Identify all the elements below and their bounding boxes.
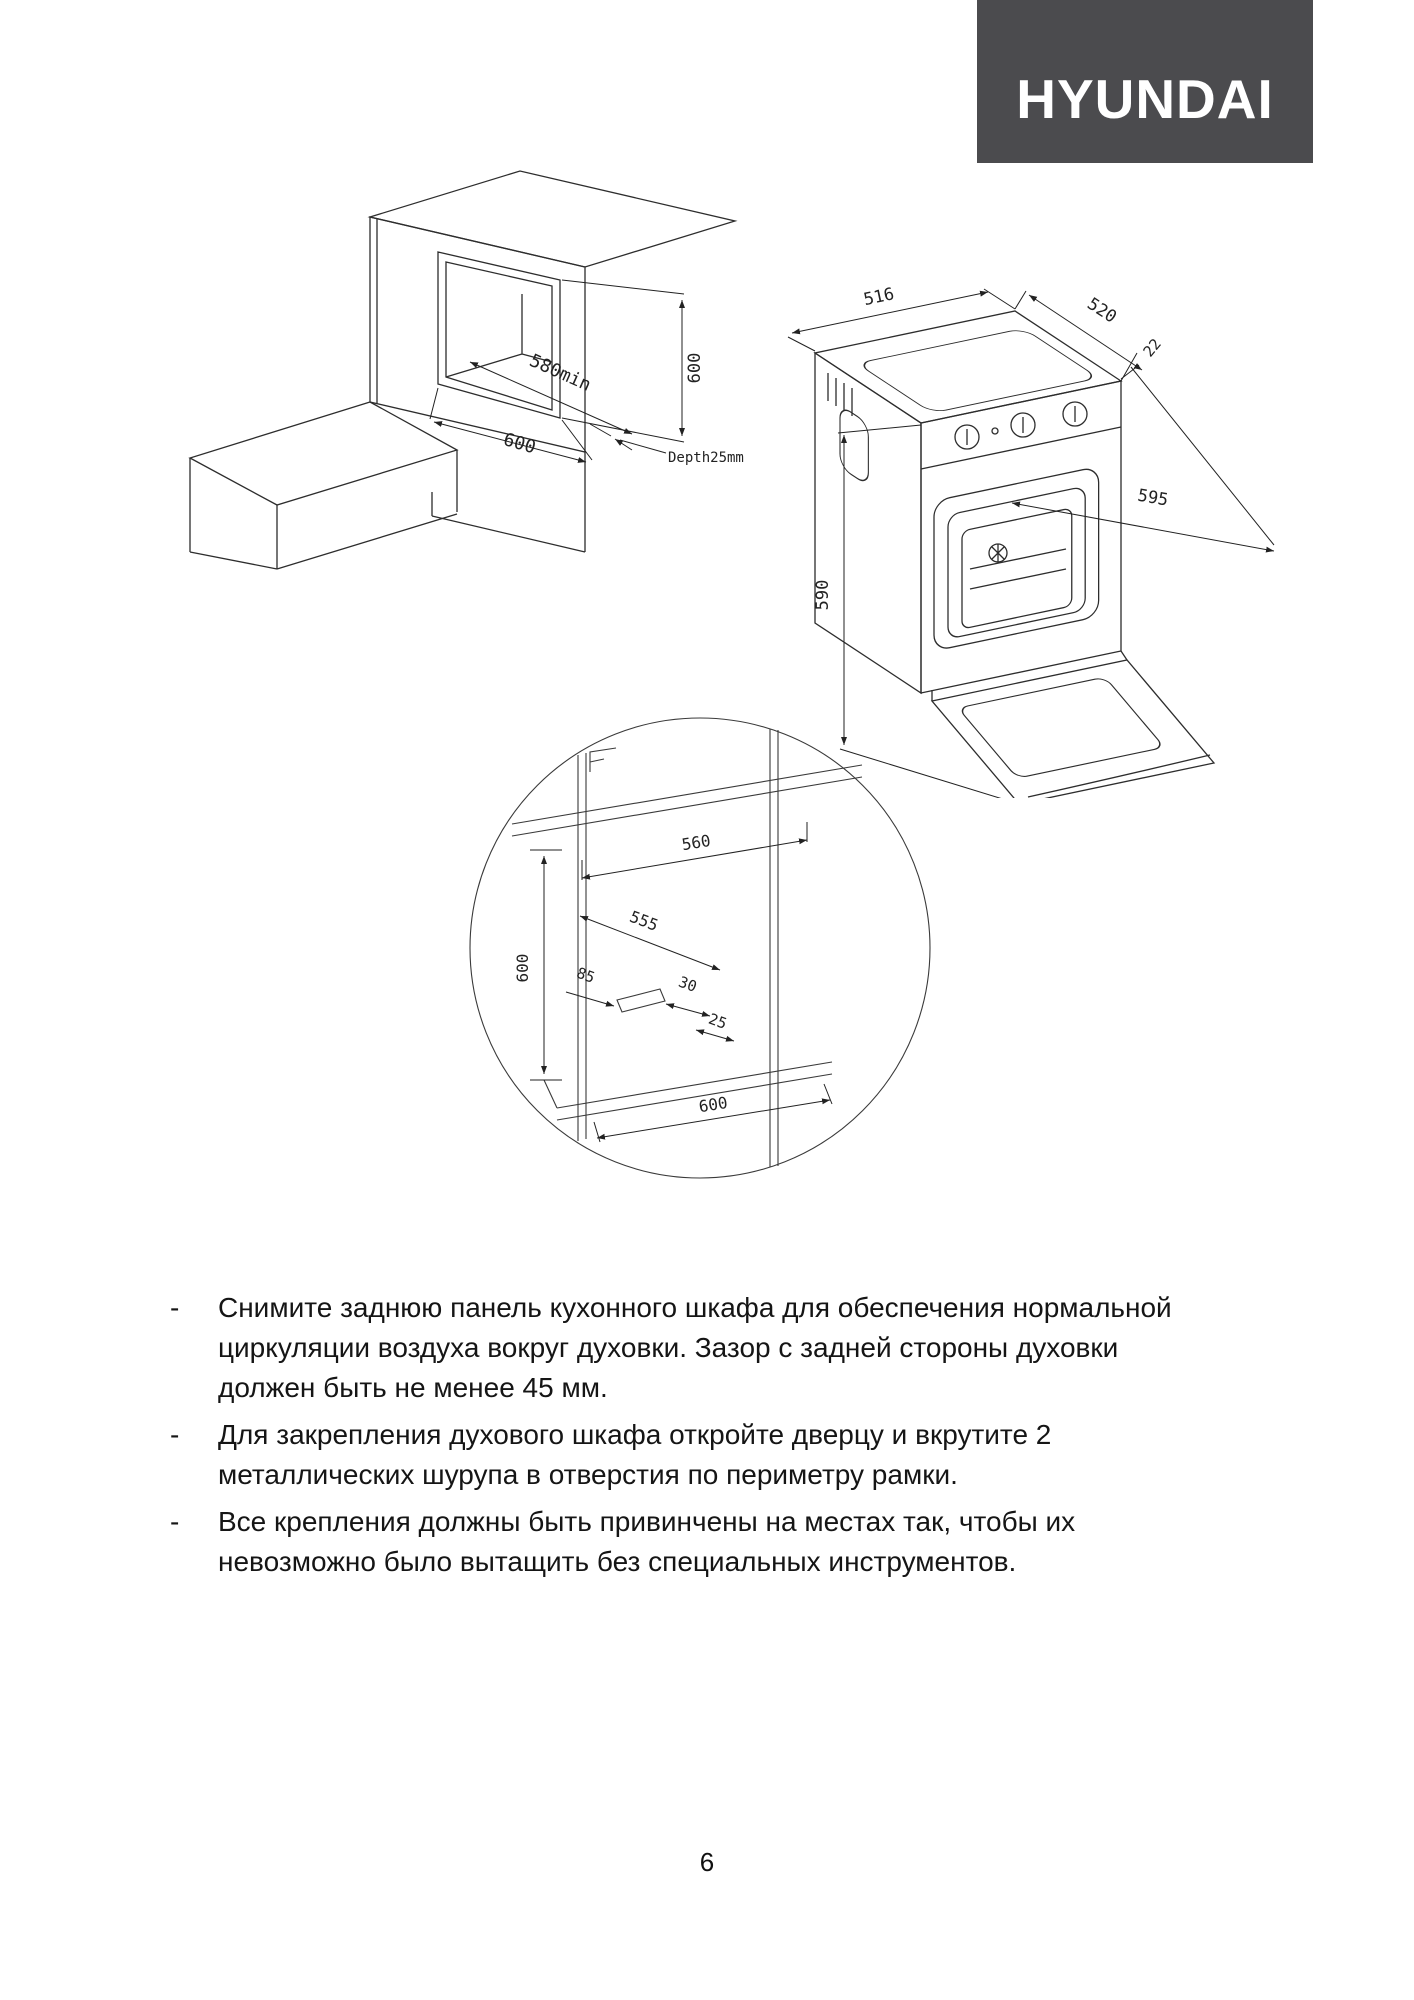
dim-label-width-bottom: 600 (500, 429, 539, 459)
installation-instructions (170, 1288, 1230, 1589)
counter-edges (190, 450, 457, 569)
list-item (170, 1415, 1230, 1495)
dim-line-30 (666, 1004, 710, 1016)
dim-label-inner-width: 555 (627, 906, 661, 935)
right-panel-lines (770, 729, 778, 1167)
dim-label-diag-width: 595 (1136, 485, 1170, 511)
control-strip-line (921, 427, 1121, 469)
hyundai-logo-text: HYUNDAI (1016, 68, 1274, 130)
instruction-text: Все крепления должны быть привинчены на местах так, чтобы их невозможно было вытащить без специальных инструментов. (218, 1506, 1076, 1577)
list-item (170, 1288, 1230, 1408)
bullet-dash: - (170, 1419, 180, 1450)
dim-label-niche-height: 600 (685, 352, 705, 384)
dim-label-depth-top: 520 (1083, 294, 1121, 328)
bottom-connector (544, 1080, 557, 1108)
niche-opening-inner (446, 262, 552, 410)
dim-label-panel-lip: 22 (1139, 335, 1165, 361)
cavity-fan-blades (992, 544, 1004, 562)
dim-label-bottom-width: 600 (697, 1092, 729, 1117)
dim-line-595 (1012, 503, 1274, 551)
list-item (170, 1502, 1230, 1582)
dim-label-oven-height: 590 (813, 579, 833, 611)
cavity-shelves (970, 549, 1066, 589)
knob-slots (967, 406, 1075, 445)
indicator-dot (992, 428, 998, 434)
oven-front-face (921, 381, 1121, 693)
dim-label-25: 25 (706, 1009, 730, 1033)
cabinet-top-face (370, 171, 735, 267)
bullet-dash: - (170, 1506, 180, 1537)
door-handle (1028, 755, 1210, 797)
cabinet-front-face (370, 217, 585, 452)
oven-door (932, 660, 1214, 798)
dim-label-width-top: 516 (861, 284, 897, 311)
dim-ext-516 (788, 289, 1015, 351)
oven-left-face (815, 353, 921, 693)
dim-label-niche-width: 580min (526, 350, 595, 396)
dim-label-detail-height: 600 (513, 953, 532, 983)
top-shelf-lines (512, 765, 862, 836)
cabinet-cutout-diagram (170, 122, 790, 574)
dim-label-85: 85 (574, 963, 598, 987)
top-bracket (590, 748, 616, 772)
bottom-board-lines (557, 1062, 832, 1120)
dim-ext-600l (530, 850, 562, 1080)
dim-label-top-width: 560 (680, 830, 712, 855)
dim-line-25 (696, 1030, 734, 1041)
instruction-text: Снимите заднюю панель кухонного шкафа для обеспечения нормальной циркуляции воздуха вокруг духовки. Зазор с задней стороны духовки должен быть не менее 45 мм. (218, 1292, 1172, 1403)
oven-top-inset (857, 328, 1099, 413)
mounting-tab (617, 989, 665, 1012)
counter-top-face (190, 402, 457, 505)
door-glass (958, 677, 1164, 778)
page-number: 6 (699, 1847, 715, 1877)
hyundai-logo (977, 0, 1313, 163)
dim-line-85 (566, 992, 614, 1006)
oven-vents (828, 373, 852, 416)
dim-label-depth: Depth25mm (668, 450, 744, 466)
cabinet-column-below (432, 452, 585, 552)
cavity-opening (962, 508, 1072, 629)
mounting-detail-diagram (462, 708, 942, 1188)
dim-ext-600r (562, 280, 684, 442)
bullet-dash: - (170, 1292, 180, 1323)
dim-ext-22 (1121, 353, 1274, 545)
instruction-text: Для закрепления духового шкафа откройте дверцу и вкрутите 2 металлических шурупа в отверстия по периметру рамки. (218, 1419, 1052, 1490)
dim-label-30: 30 (676, 972, 700, 996)
